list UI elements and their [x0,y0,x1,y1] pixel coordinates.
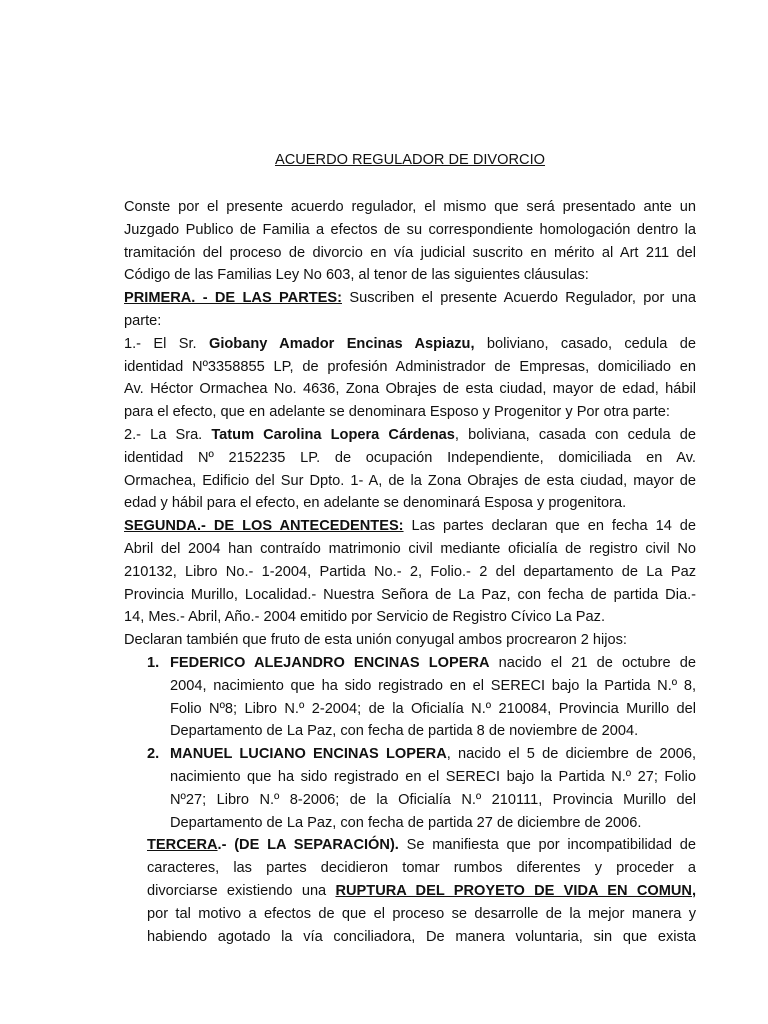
text-segment: Av. Héctor Ormachea No. 4636, Zona Obrajes de esta ciudad, mayor de edad, hábil [124,381,696,398]
text-segment: habiendo agotado la vía conciliadora, De manera voluntaria, sin que exista [147,928,696,945]
text-line [124,219,696,242]
bold-text: FEDERICO ALEJANDRO ENCINAS LOPERA [170,654,490,671]
text-segment: 14, Mes.- Abril, Año.- 2004 emitido por Servicio de Registro Cívico La Paz. [124,609,606,626]
list-number: 1. [147,654,160,671]
text-line [124,196,696,219]
text-line [170,698,696,721]
text-segment: Folio Nº8; Libro N.º 2-2004; de la Oficialía N.º 210084, Provincia Murillo del [170,700,696,717]
text-line [124,447,696,470]
text-segment: por tal motivo a efectos de que el proceso se desarrolle de la mejor manera y [147,905,696,922]
text-line [170,812,696,835]
text-line [124,378,696,401]
paragraph [124,424,696,515]
text-segment: Nº27; Libro N.º 8-2006; de la Oficialía N.º 210111, Provincia Murillo del [170,791,696,808]
text-line [147,834,696,857]
heading-text: SEGUNDA.- DE LOS ANTECEDENTES: [124,518,404,535]
text-line [170,720,696,743]
text-line [147,926,696,949]
text-segment: identidad Nº3358855 LP, de profesión Administrador de Empresas, domiciliado en [124,358,696,375]
list-item [124,743,696,834]
list-number: 2. [147,746,160,763]
text-segment: identidad Nº 2152235 LP. de ocupación Independiente, domiciliada en Av. [124,449,696,466]
text-segment: , nacido el 5 de diciembre de 2006, [446,746,696,763]
text-line [170,675,696,698]
text-segment: Conste por el presente acuerdo regulador, el mismo que será presentado ante un [124,199,696,215]
text-line [124,584,696,607]
bold-text: MANUEL LUCIANO ENCINAS LOPERA [170,746,447,763]
text-line [124,310,696,333]
paragraph [124,629,696,652]
text-segment: divorciarse existiendo una [147,882,336,899]
heading-text: PRIMERA. - DE LAS PARTES: [124,290,342,307]
text-line [147,880,696,903]
text-segment: Departamento de La Paz, con fecha de partida 27 de diciembre de 2006. [170,814,642,831]
list-item [124,652,696,743]
bold-text: .- (DE LA SEPARACIÓN). [217,837,399,854]
document-body [124,196,696,948]
text-segment: Las partes declaran que en fecha 14 de [403,518,696,535]
text-line [170,652,696,675]
bold-text: Tatum Carolina Lopera Cárdenas [211,426,455,443]
text-segment: Suscriben el presente Acuerdo Regulador, por una [342,290,696,307]
text-segment: 210132, Libro No.- 1-2004, Partida No.- 2, Folio.- 2 del departamento de La Paz [124,563,696,580]
text-line [124,538,696,561]
text-segment: 2.- La Sra. [124,426,212,443]
text-line [124,287,696,310]
text-segment: caracteres, las partes decidieron tomar rumbos diferentes y proceder a [147,860,696,877]
text-line [124,561,696,584]
text-segment: tramitación del proceso de divorcio en vía judicial suscrito en mérito al Art 211 del [124,244,696,261]
text-line [124,606,696,629]
text-line [124,515,696,538]
text-segment: edad y hábil para el efecto, en adelante se denominará Esposa y progenitora. [124,495,627,512]
text-line [124,264,696,287]
text-segment: Juzgado Publico de Familia a efectos de su correspondiente homologación dentro la [124,221,696,238]
paragraph [124,515,696,629]
text-line [124,356,696,379]
text-line [124,629,696,652]
text-segment: , boliviana, casada con cedula de [454,426,696,443]
document-title: ACUERDO REGULADOR DE DIVORCIO [274,152,546,168]
paragraph [124,196,696,287]
text-segment: Abril del 2004 han contraído matrimonio civil mediante oficialía de registro civil No [124,540,696,557]
text-segment: Se manifiesta que por incompatibilidad de [398,837,696,854]
text-line [147,857,696,880]
text-line [124,333,696,356]
text-segment: Provincia Murillo, Localidad.- Nuestra Señora de La Paz, con fecha de partida Dia.- [124,586,696,603]
text-segment: parte: [124,312,162,329]
bold-text: Giobany Amador Encinas Aspiazu, [208,335,475,352]
text-segment: boliviano, casado, cedula de [474,335,696,352]
paragraph [124,333,696,424]
text-line [124,401,696,424]
text-line [124,470,696,493]
text-line [170,766,696,789]
text-line [124,242,696,265]
text-line [147,903,696,926]
text-segment: nacimiento que ha sido registrado en el SERECI bajo la Partida N.º 27; Folio [170,768,696,785]
text-segment: 1.- El Sr. [124,335,209,352]
heading-text: TERCERA [147,837,218,854]
paragraph [124,834,696,948]
text-segment: nacido el 21 de octubre de [489,654,696,671]
text-line [170,743,696,766]
text-line [124,424,696,447]
paragraph [124,287,696,333]
text-segment: Declaran también que fruto de esta unión conyugal ambos procrearon 2 hijos: [124,632,627,649]
heading-text: RUPTURA DEL PROYETO DE VIDA EN COMUN, [335,882,696,899]
text-line [170,789,696,812]
text-segment: 2004, nacimiento que ha sido registrado en el SERECI bajo la Partida N.º 8, [170,677,696,694]
text-segment: Departamento de La Paz, con fecha de partida 8 de noviembre de 2004. [170,723,639,740]
text-segment: Ormachea, Edificio del Sur Dpto. 1- A, de la Zona Obrajes de esta ciudad, mayor de [124,472,696,489]
text-line [124,492,696,515]
text-segment: para el efecto, que en adelante se denominara Esposo y Progenitor y Por otra parte: [124,404,670,421]
text-segment: Código de las Familias Ley No 603, al tenor de las siguientes cláusulas: [124,267,589,284]
